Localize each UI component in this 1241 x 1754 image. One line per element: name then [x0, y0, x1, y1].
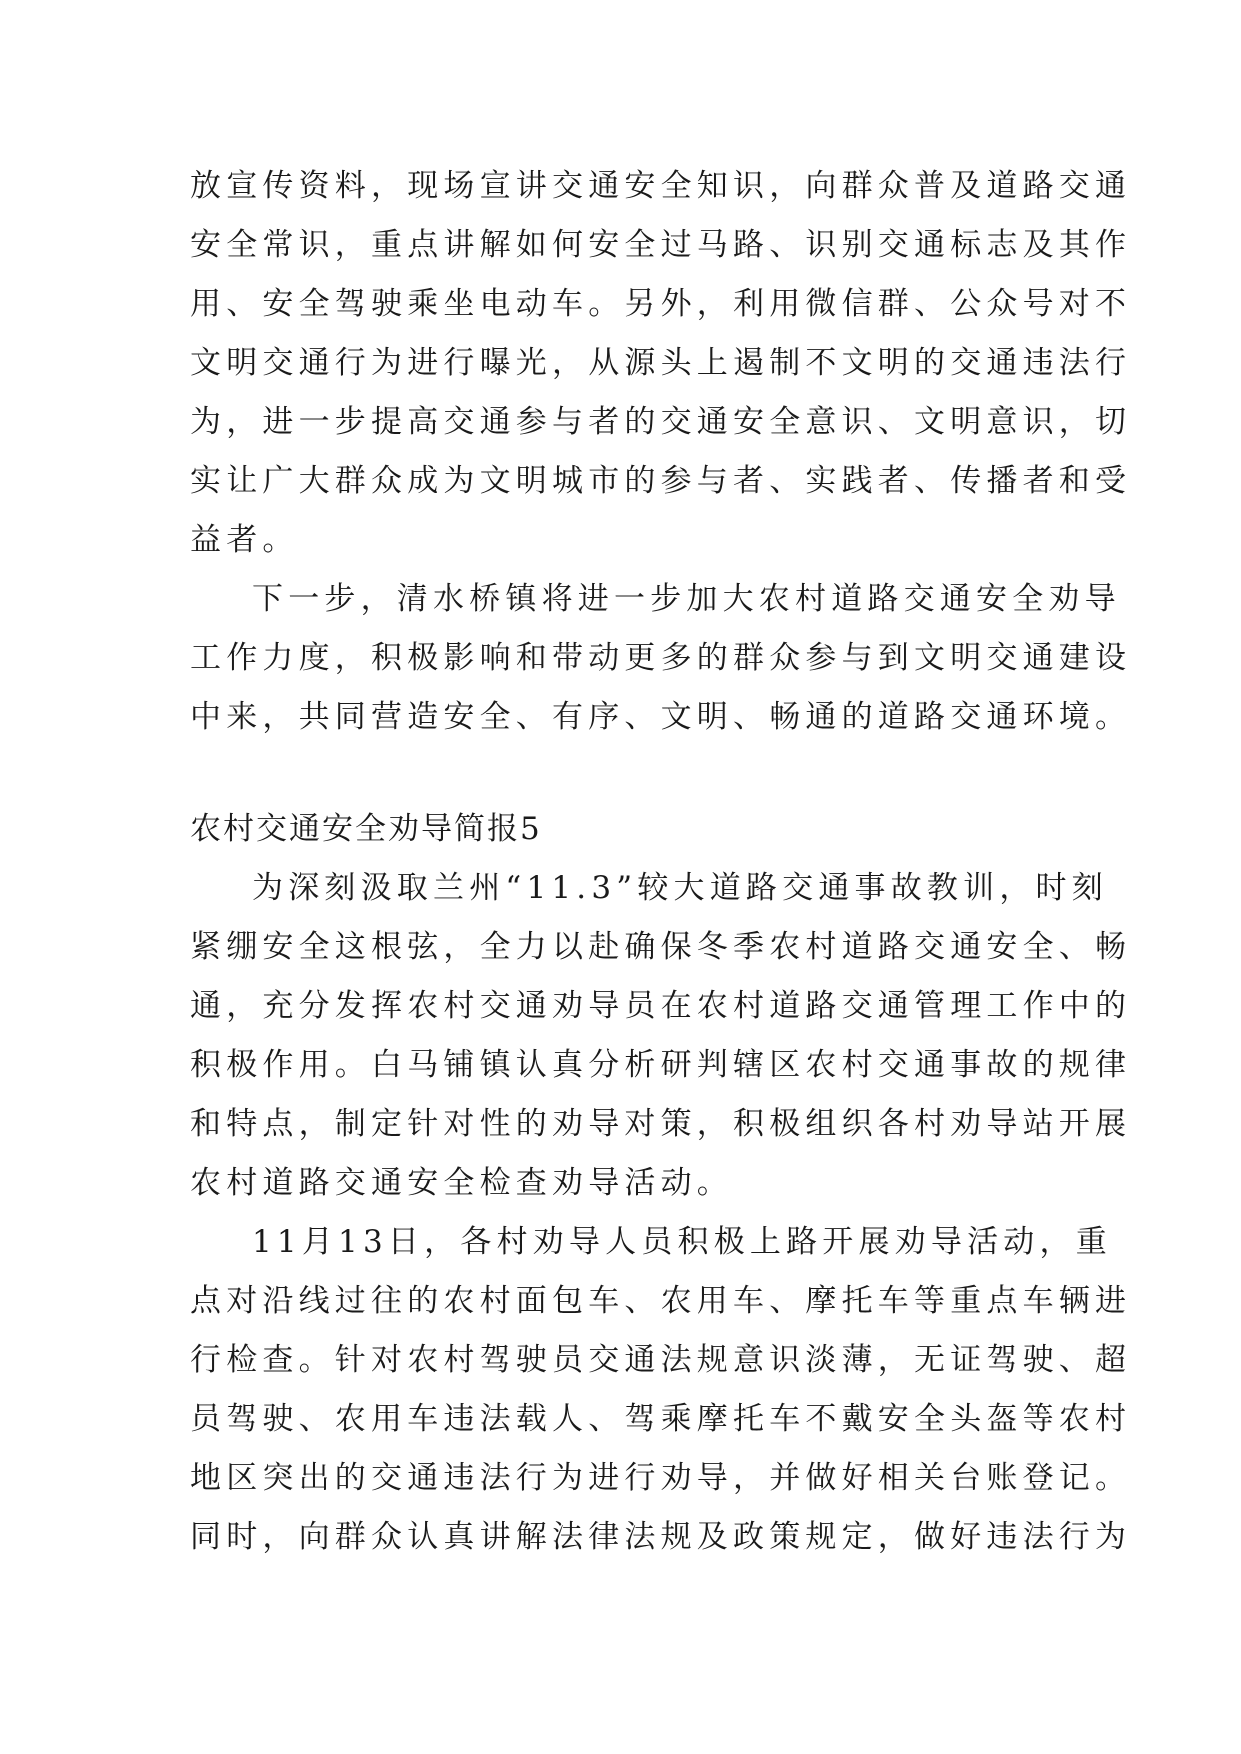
text-line: 积极作用。白马铺镇认真分析研判辖区农村交通事故的规律 — [190, 1047, 1132, 1083]
text-line: 地区突出的交通违法行为进行劝导，并做好相关台账登记。 — [190, 1460, 1132, 1496]
section-heading: 农村交通安全劝导简报5 — [190, 811, 542, 847]
text-line: 文明交通行为进行曝光，从源头上遏制不文明的交通违法行 — [190, 345, 1132, 381]
text-line: 11月13日，各村劝导人员积极上路开展劝导活动，重 — [252, 1224, 1112, 1260]
text-line: 益者。 — [190, 522, 299, 558]
text-line: 点对沿线过往的农村面包车、农用车、摩托车等重点车辆进 — [190, 1283, 1132, 1319]
text-line: 为深刻汲取兰州“11.3”较大道路交通事故教训，时刻 — [252, 870, 1108, 906]
text-line: 行检查。针对农村驾驶员交通法规意识淡薄，无证驾驶、超 — [190, 1342, 1132, 1378]
text-line: 为，进一步提高交通参与者的交通安全意识、文明意识，切 — [190, 404, 1132, 440]
text-line: 中来，共同营造安全、有序、文明、畅通的道路交通环境。 — [190, 699, 1132, 735]
text-line: 同时，向群众认真讲解法律法规及政策规定，做好违法行为 — [190, 1519, 1132, 1555]
text-line: 通，充分发挥农村交通劝导员在农村道路交通管理工作中的 — [190, 988, 1132, 1024]
text-line: 农村道路交通安全检查劝导活动。 — [190, 1165, 733, 1201]
text-line: 工作力度，积极影响和带动更多的群众参与到文明交通建设 — [190, 640, 1132, 676]
text-line: 安全常识，重点讲解如何安全过马路、识别交通标志及其作 — [190, 227, 1132, 263]
text-line: 实让广大群众成为文明城市的参与者、实践者、传播者和受 — [190, 463, 1132, 499]
text-line: 下一步，清水桥镇将进一步加大农村道路交通安全劝导 — [252, 581, 1121, 617]
text-line: 和特点，制定针对性的劝导对策，积极组织各村劝导站开展 — [190, 1106, 1132, 1142]
text-line: 紧绷安全这根弦，全力以赴确保冬季农村道路交通安全、畅 — [190, 929, 1132, 965]
text-line: 用、安全驾驶乘坐电动车。另外，利用微信群、公众号对不 — [190, 286, 1132, 322]
text-line: 员驾驶、农用车违法载人、驾乘摩托车不戴安全头盔等农村 — [190, 1401, 1132, 1437]
text-line: 放宣传资料，现场宣讲交通安全知识，向群众普及道路交通 — [190, 168, 1132, 204]
